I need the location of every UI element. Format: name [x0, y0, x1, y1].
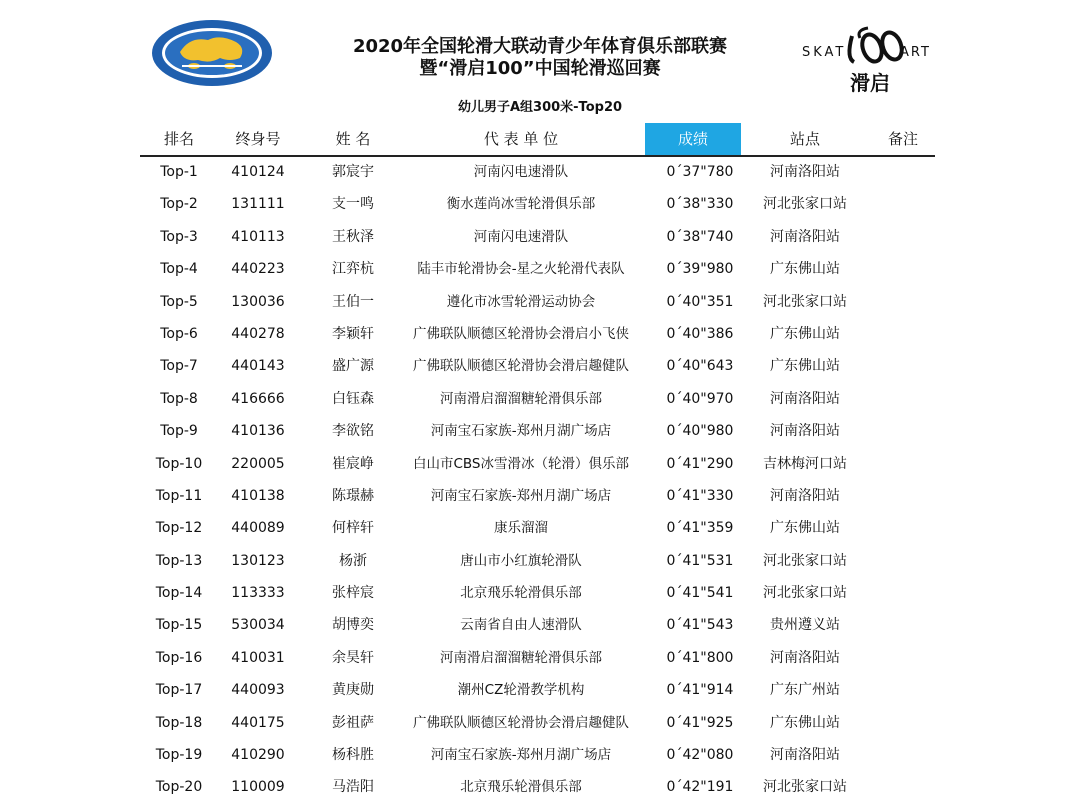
- id-cell: 410136: [231, 423, 285, 440]
- score-cell: 0´42"080: [666, 747, 734, 764]
- station-cell: 广东佛山站: [770, 325, 840, 342]
- table-row: [140, 642, 936, 674]
- id-cell: 440089: [231, 520, 285, 537]
- name-cell: 陈璟赫: [332, 487, 374, 504]
- table-row: [140, 448, 936, 480]
- note-cell: [858, 286, 948, 318]
- association-logo: [150, 18, 274, 88]
- note-cell: [858, 156, 948, 188]
- station-cell: 广东广州站: [770, 682, 840, 699]
- score-cell: 0´40"980: [666, 423, 734, 440]
- note-cell: [858, 188, 948, 220]
- id-cell: 110009: [231, 779, 285, 796]
- note-cell: [858, 674, 948, 706]
- station-cell: 河北张家口站: [763, 585, 847, 602]
- team-cell: 康乐溜溜: [494, 520, 548, 537]
- team-cell: 遵化市冰雪轮滑运动协会: [446, 293, 596, 310]
- id-cell: 440175: [231, 714, 285, 731]
- skate-start-100-logo-icon: [800, 18, 936, 96]
- table-row: [140, 512, 936, 544]
- station-cell: 河北张家口站: [763, 779, 847, 796]
- table-row: [140, 480, 936, 512]
- score-cell: 0´38"740: [666, 228, 734, 245]
- team-cell: 衡水莲尚冰雪轮滑俱乐部: [446, 196, 596, 213]
- team-cell: 北京飛乐轮滑俱乐部: [460, 779, 582, 796]
- station-cell: 吉林梅河口站: [763, 455, 847, 472]
- name-cell: 张梓宸: [332, 585, 374, 602]
- note-cell: [858, 448, 948, 480]
- team-cell: 河南滑启溜溜糖轮滑俱乐部: [440, 649, 602, 666]
- table-row: [140, 577, 936, 609]
- team-cell: 广佛联队顺德区轮滑协会滑启趣健队: [413, 358, 629, 375]
- column-header-rank: 排名: [163, 130, 194, 148]
- results-table: [140, 156, 936, 804]
- score-cell: 0´41"359: [666, 520, 734, 537]
- rank-cell: Top-11: [155, 487, 203, 504]
- id-cell: 440278: [231, 325, 285, 342]
- note-cell: [858, 350, 948, 382]
- name-cell: 王伯一: [332, 293, 374, 310]
- column-header-score: 成绩: [645, 123, 741, 155]
- team-cell: 陆丰市轮滑协会-星之火轮滑代表队: [417, 261, 625, 278]
- id-cell: 410124: [231, 164, 285, 180]
- note-cell: [858, 480, 948, 512]
- id-cell: 440223: [231, 261, 285, 278]
- name-cell: 崔宸峥: [332, 455, 374, 472]
- station-cell: 广东佛山站: [770, 520, 840, 537]
- id-cell: 410290: [231, 747, 285, 764]
- score-cell: 0´41"925: [666, 714, 734, 731]
- team-cell: 河南闪电速滑队: [473, 164, 569, 180]
- column-header-name: 姓 名: [335, 130, 371, 148]
- chinese-roller-skating-association-logo-icon: [150, 18, 274, 88]
- rank-cell: Top-3: [160, 228, 198, 245]
- station-cell: 河北张家口站: [763, 552, 847, 569]
- rank-cell: Top-2: [160, 196, 198, 213]
- name-cell: 马浩阳: [332, 779, 374, 796]
- score-cell: 0´41"914: [666, 682, 734, 699]
- station-cell: 河南洛阳站: [770, 423, 840, 440]
- table-row: [140, 221, 936, 253]
- note-cell: [858, 609, 948, 641]
- rank-cell: Top-10: [155, 455, 203, 472]
- team-cell: 河南滑启溜溜糖轮滑俱乐部: [440, 390, 602, 407]
- note-cell: [858, 739, 948, 771]
- note-cell: [858, 577, 948, 609]
- rank-cell: Top-4: [160, 261, 198, 278]
- score-cell: 0´39"980: [666, 261, 734, 278]
- table-row: [140, 707, 936, 739]
- station-cell: 广东佛山站: [770, 358, 840, 375]
- score-cell: 0´41"330: [666, 487, 734, 504]
- station-cell: 贵州遵义站: [770, 617, 840, 634]
- name-cell: 杨浙: [339, 552, 367, 569]
- name-cell: 胡博奕: [332, 617, 374, 634]
- id-cell: 220005: [231, 455, 285, 472]
- name-cell: 何梓轩: [332, 520, 374, 537]
- rank-cell: Top-1: [160, 164, 198, 180]
- score-cell: 0´37"780: [666, 164, 734, 180]
- score-cell: 0´40"970: [666, 390, 734, 407]
- table-row: [140, 545, 936, 577]
- table-row: [140, 383, 936, 415]
- id-cell: 410138: [231, 487, 285, 504]
- team-cell: 河南闪电速滑队: [473, 228, 569, 245]
- rank-cell: Top-5: [160, 293, 198, 310]
- name-cell: 支一鸣: [332, 196, 374, 213]
- table-header: [140, 123, 936, 155]
- score-cell: 0´41"541: [666, 585, 734, 602]
- team-cell: 潮州CZ轮滑教学机构: [457, 682, 585, 699]
- station-cell: 河南洛阳站: [770, 487, 840, 504]
- station-cell: 河南洛阳站: [770, 228, 840, 245]
- name-cell: 黄庚勋: [332, 682, 374, 699]
- rank-cell: Top-8: [160, 390, 198, 407]
- name-cell: 彭祖萨: [332, 714, 374, 731]
- rank-cell: Top-14: [155, 585, 203, 602]
- name-cell: 白钰森: [332, 390, 374, 407]
- name-cell: 李欲铭: [332, 423, 374, 440]
- table-row: [140, 415, 936, 447]
- note-cell: [858, 512, 948, 544]
- name-cell: 郭宸宇: [332, 164, 374, 180]
- station-cell: 河北张家口站: [763, 196, 847, 213]
- name-cell: 余昊轩: [332, 649, 374, 666]
- station-cell: 河南洛阳站: [770, 649, 840, 666]
- column-header-team: 代 表 单 位: [483, 130, 559, 148]
- rank-cell: Top-16: [155, 649, 203, 666]
- svg-text:滑启: 滑启: [850, 71, 890, 95]
- note-cell: [858, 253, 948, 285]
- id-cell: 530034: [231, 617, 285, 634]
- table-row: [140, 674, 936, 706]
- score-cell: 0´40"386: [666, 325, 734, 342]
- rank-cell: Top-19: [155, 747, 203, 764]
- team-cell: 白山市CBS冰雪滑冰（轮滑）俱乐部: [412, 455, 630, 472]
- note-cell: [858, 545, 948, 577]
- score-cell: 0´40"643: [666, 358, 734, 375]
- note-cell: [858, 771, 948, 803]
- score-cell: 0´41"800: [666, 649, 734, 666]
- team-cell: 广佛联队顺德区轮滑协会滑启小飞侠: [413, 325, 629, 342]
- name-cell: 李颖轩: [332, 325, 374, 342]
- note-cell: [858, 642, 948, 674]
- score-cell: 0´41"290: [666, 455, 734, 472]
- rank-cell: Top-15: [155, 617, 203, 634]
- note-cell: [858, 221, 948, 253]
- id-cell: 440143: [231, 358, 285, 375]
- team-cell: 河南宝石家族-郑州月湖广场店: [430, 423, 612, 440]
- score-cell: 0´42"191: [666, 779, 734, 796]
- rank-cell: Top-13: [155, 552, 203, 569]
- id-cell: 113333: [231, 585, 285, 602]
- table-row: [140, 253, 936, 285]
- rank-cell: Top-7: [160, 358, 198, 375]
- team-cell: 云南省自由人速滑队: [460, 617, 582, 634]
- station-cell: 河北张家口站: [763, 293, 847, 310]
- table-row: [140, 188, 936, 220]
- table-row: [140, 286, 936, 318]
- id-cell: 410031: [231, 649, 285, 666]
- rank-cell: Top-17: [155, 682, 203, 699]
- id-cell: 416666: [231, 390, 285, 407]
- rank-cell: Top-12: [155, 520, 203, 537]
- table-row: [140, 609, 936, 641]
- column-header-note: 备注: [887, 130, 918, 148]
- table-row: [140, 156, 936, 188]
- id-cell: 131111: [231, 196, 285, 213]
- team-cell: 广佛联队顺德区轮滑协会滑启趣健队: [413, 714, 629, 731]
- station-cell: 广东佛山站: [770, 714, 840, 731]
- score-cell: 0´41"531: [666, 552, 734, 569]
- id-cell: 130123: [231, 552, 285, 569]
- table-row: [140, 739, 936, 771]
- svg-text:ART: ART: [900, 45, 931, 60]
- rank-cell: Top-20: [155, 779, 203, 796]
- name-cell: 杨科胜: [332, 747, 374, 764]
- note-cell: [858, 318, 948, 350]
- skate-start-logo: [800, 18, 936, 96]
- name-cell: 王秋泽: [332, 228, 374, 245]
- note-cell: [858, 707, 948, 739]
- page-subtitle-line: 暨“滑启100”中国轮滑巡回赛: [419, 58, 661, 79]
- team-cell: 河南宝石家族-郑州月湖广场店: [430, 487, 612, 504]
- table-row: [140, 771, 936, 803]
- team-cell: 北京飛乐轮滑俱乐部: [460, 585, 582, 602]
- note-cell: [858, 383, 948, 415]
- score-cell: 0´41"543: [666, 617, 734, 634]
- table-row: [140, 350, 936, 382]
- rank-cell: Top-18: [155, 714, 203, 731]
- column-header-id: 终身号: [235, 130, 281, 148]
- note-cell: [858, 415, 948, 447]
- id-cell: 440093: [231, 682, 285, 699]
- station-cell: 河南洛阳站: [770, 390, 840, 407]
- id-cell: 130036: [231, 293, 285, 310]
- page-title: 2020年全国轮滑大联动青少年体育俱乐部联赛: [352, 36, 728, 57]
- rank-cell: Top-6: [160, 325, 198, 342]
- id-cell: 410113: [231, 228, 285, 245]
- rank-cell: Top-9: [160, 423, 198, 440]
- score-cell: 0´40"351: [666, 293, 734, 310]
- station-cell: 广东佛山站: [770, 261, 840, 278]
- svg-text:SKAT: SKAT: [802, 45, 847, 60]
- station-cell: 河南洛阳站: [770, 164, 840, 180]
- column-header-station: 站点: [789, 130, 820, 148]
- name-cell: 盛广源: [332, 358, 374, 375]
- team-cell: 唐山市小红旗轮滑队: [460, 552, 582, 569]
- event-category: 幼儿男子A组300米-Top20: [457, 100, 623, 115]
- team-cell: 河南宝石家族-郑州月湖广场店: [430, 747, 612, 764]
- name-cell: 江弈杭: [332, 261, 374, 278]
- station-cell: 河南洛阳站: [770, 747, 840, 764]
- score-cell: 0´38"330: [666, 196, 734, 213]
- table-row: [140, 318, 936, 350]
